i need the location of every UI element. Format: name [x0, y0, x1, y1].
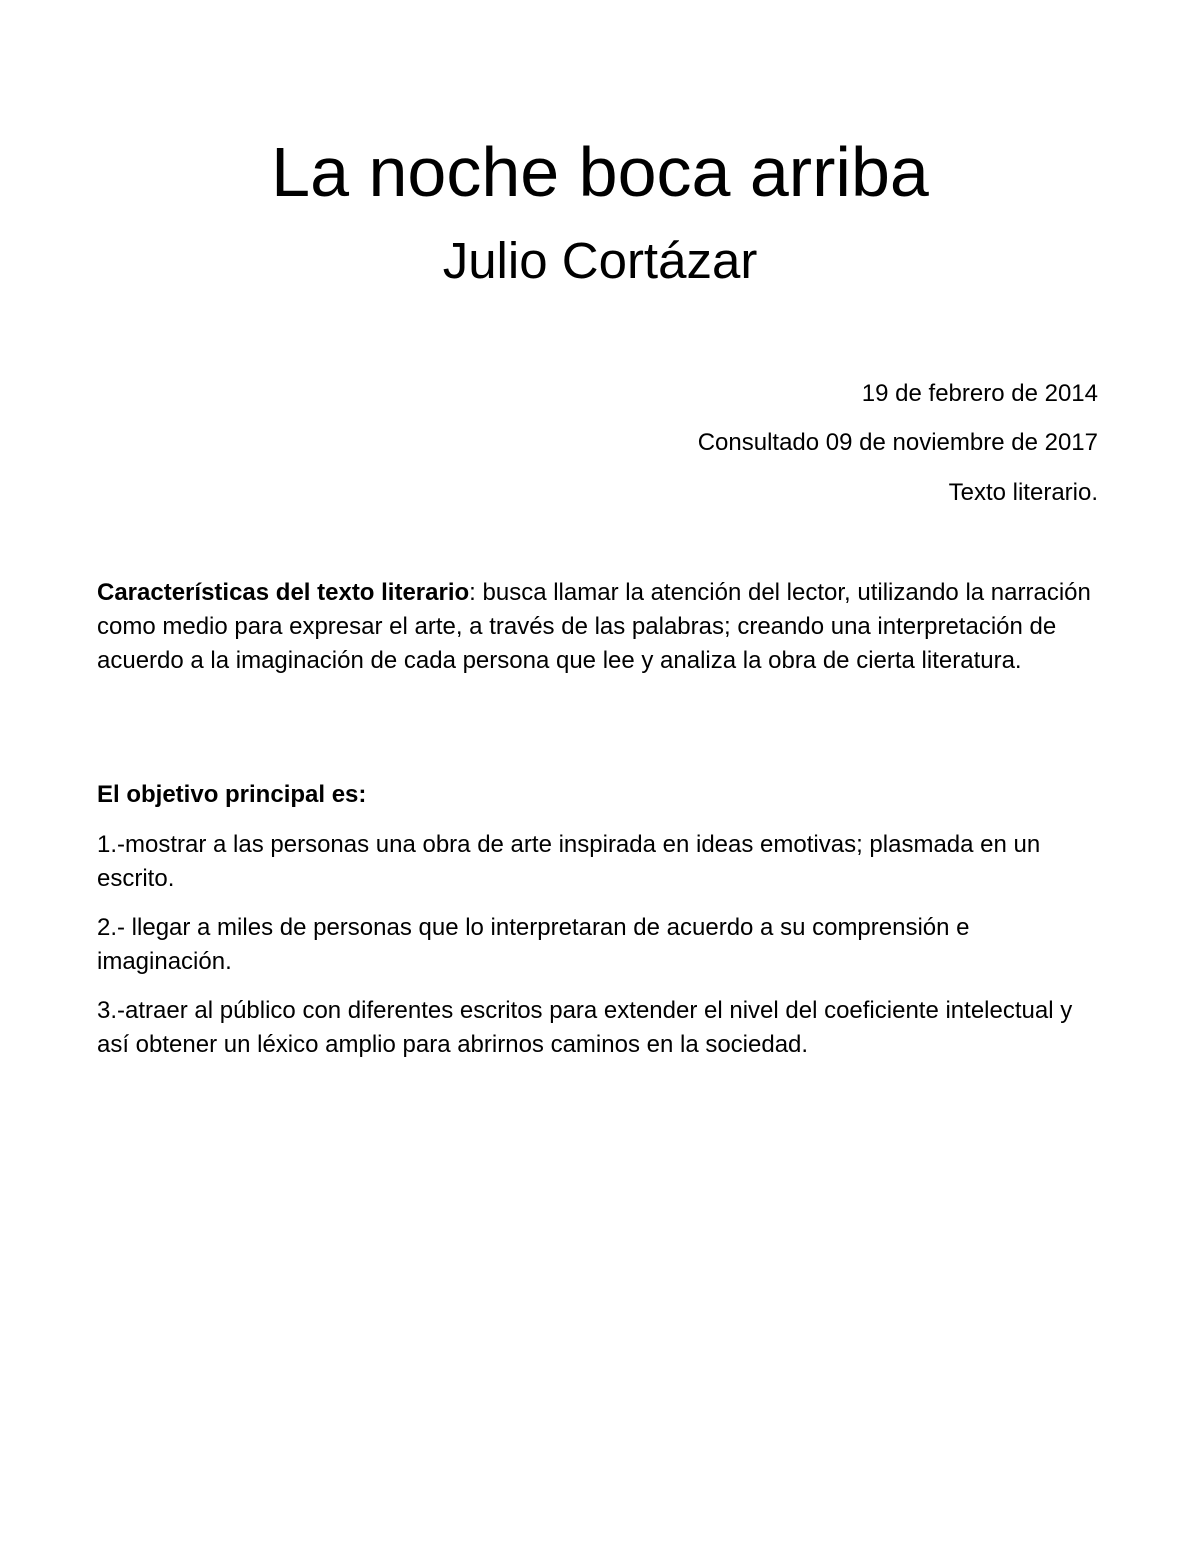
characteristics-label: Características del texto literario — [97, 579, 470, 606]
text-type: Texto literario. — [948, 479, 1098, 506]
objective-item-1: 1.-mostrar a las personas una obra de arte inspirada en ideas emotivas; plasmada en un escrito. — [97, 831, 1041, 892]
document-title: La noche boca arriba — [271, 133, 929, 211]
document-author: Julio Cortázar — [442, 232, 758, 289]
objective-item-3: 3.-atraer al público con diferentes escritos para extender el nivel del coeficiente intelectual y así obtener un léxico amplio para abrirnos caminos en la sociedad. — [97, 997, 1073, 1058]
consulted-date: Consultado 09 de noviembre de 2017 — [697, 429, 1098, 456]
publication-date: 19 de febrero de 2014 — [861, 380, 1098, 407]
characteristics-text: : busca llamar la atención del lector, utilizando la narración como medio para expresar el arte, a través de las palabras; creando una interpretación de acuerdo a la imaginación de cada persona que lee y analiza la obra de cierta literatura. — [97, 579, 1091, 674]
objective-item-2: 2.- llegar a miles de personas que lo interpretaran de acuerdo a su comprensión e imaginación. — [97, 914, 970, 975]
objective-heading: El objetivo principal es: — [97, 781, 367, 808]
characteristics-paragraph — [97, 576, 1107, 678]
